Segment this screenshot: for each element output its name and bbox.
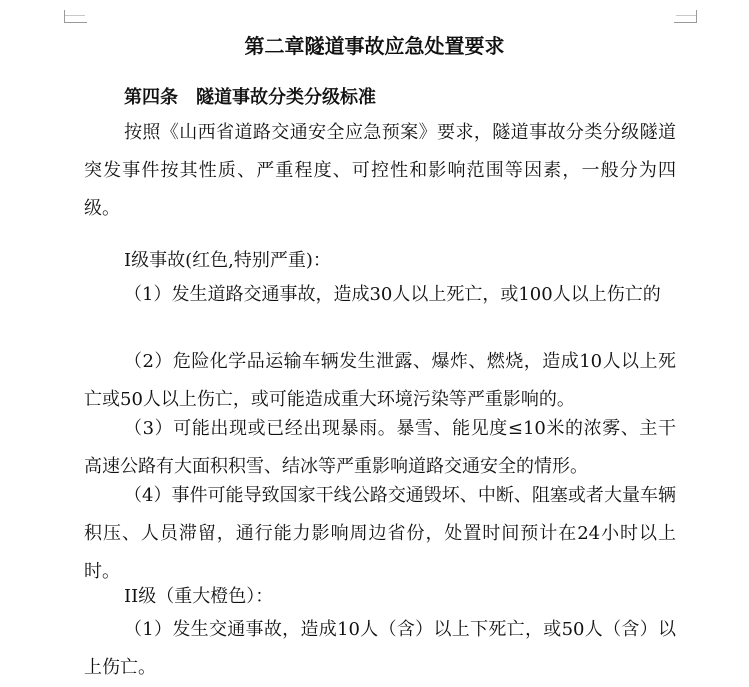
- paragraph-level-1-item-3: （3）可能出现或已经出现暴雨。暴雪、能见度≤10米的浓雾、主干高速公路有大面积积雪、结冰等严重影响道路交通安全的情形。: [84, 418, 676, 477]
- chapter-title: 第二章隧道事故应急处置要求: [244, 34, 505, 58]
- paragraph-level-1-heading: I级事故(红色,特别严重)：: [124, 250, 331, 271]
- article-heading: 第四条 隧道事故分类分级标准: [124, 87, 376, 108]
- paragraph-level-2-item-1: （1）发生交通事故，造成10人（含）以上下死亡，或50人（含）以上伤亡。: [84, 619, 676, 678]
- paragraph-intro: 按照《山西省道路交通安全应急预案》要求，隧道事故分类分级隧道突发事件按其性质、严重程度、可控性和影响范围等因素，一般分为四级。: [84, 122, 676, 219]
- paragraph-level-2-heading: II级（重大橙色）：: [124, 586, 274, 607]
- paragraph-level-1-item-1: （1）发生道路交通事故，造成30人以上死亡，或100人以上伤亡的: [124, 284, 661, 305]
- page-corner-mark-left: [64, 10, 87, 23]
- paragraph-level-1-item-4: （4）事件可能导致国家干线公路交通毁坏、中断、阻塞或者大量车辆积压、人员滞留，通行能力影响周边省份，处置时间预计在24小时以上时。: [84, 485, 676, 582]
- page-corner-mark-right: [674, 10, 697, 23]
- paragraph-level-1-item-2: （2）危险化学品运输车辆发生泄露、爆炸、燃烧，造成10人以上死亡或50人以上伤亡，或可能造成重大环境污染等严重影响的。: [84, 351, 676, 410]
